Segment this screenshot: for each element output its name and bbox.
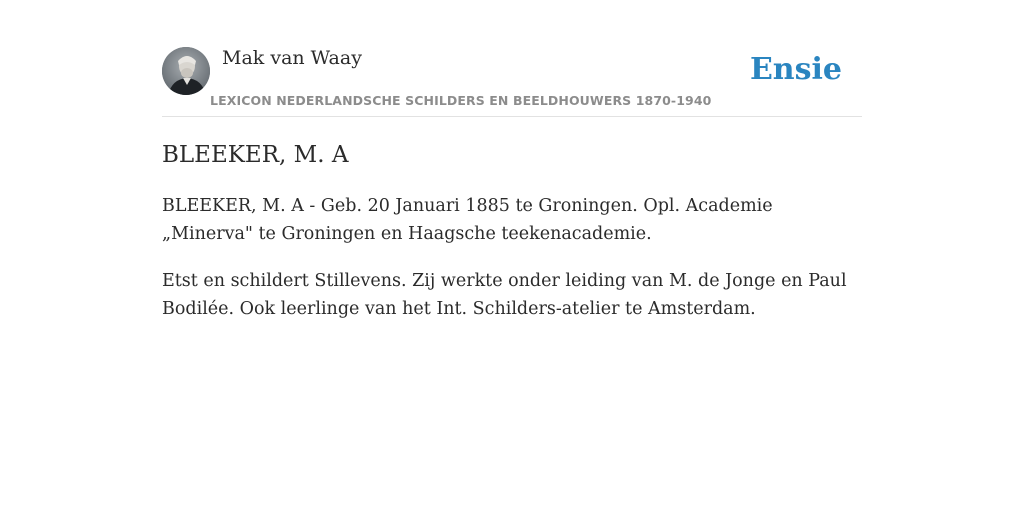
author-avatar[interactable]	[162, 47, 210, 95]
brand-logo[interactable]: Ensie	[749, 52, 842, 87]
article-title: BLEEKER, M. A	[162, 142, 349, 168]
source-header	[162, 46, 862, 117]
article-paragraph: Etst en schildert Stillevens. Zij werkte onder leiding van M. de Jonge en Paul Bodilée. Ook leerlinge van het Int. Schilders-atelier te Amsterdam.	[162, 271, 847, 319]
source-title[interactable]: LEXICON NEDERLANDSCHE SCHILDERS EN BEELDHOUWERS 1870-1940	[210, 93, 712, 108]
author-portrait-icon	[162, 47, 210, 95]
author-name[interactable]: Mak van Waay	[222, 47, 362, 69]
article-paragraph: BLEEKER, M. A - Geb. 20 Januari 1885 te Groningen. Opl. Academie „Minerva" te Groningen en Haagsche teekenacademie.	[162, 196, 773, 244]
article-body	[162, 192, 862, 342]
